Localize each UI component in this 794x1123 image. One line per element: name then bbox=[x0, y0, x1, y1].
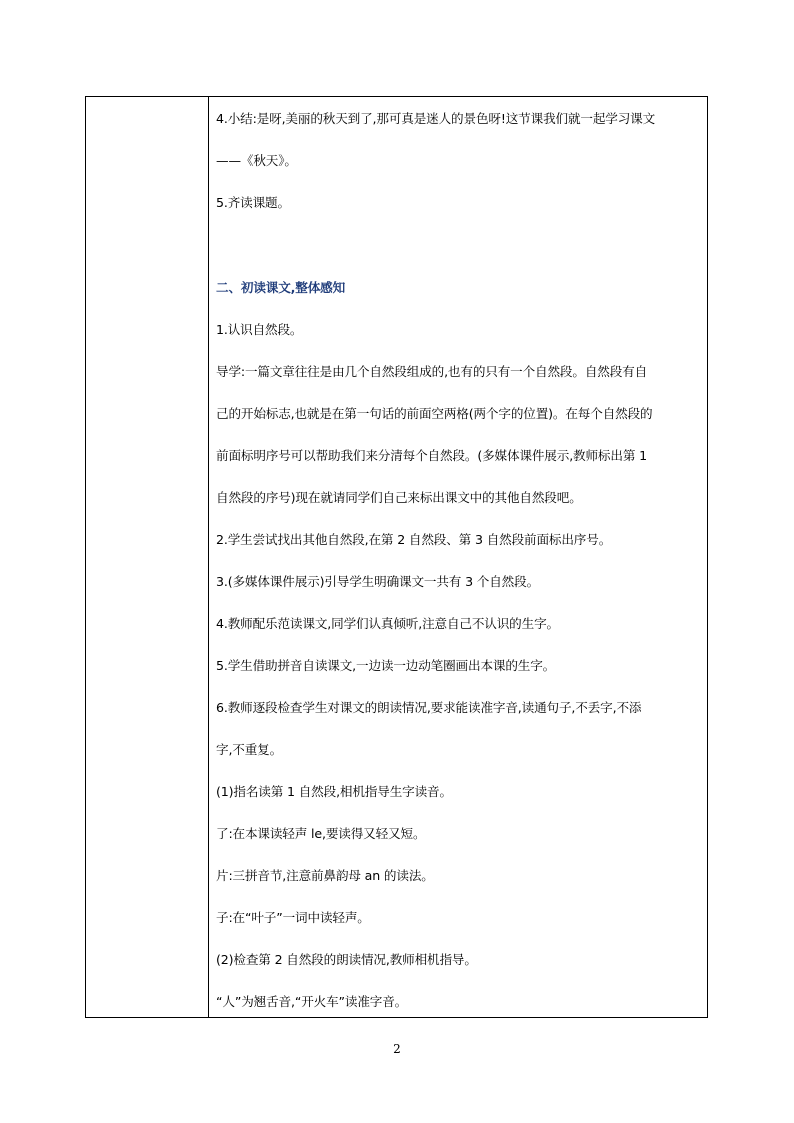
page-number: 2 bbox=[393, 1042, 401, 1056]
paragraph: 3.(多媒体课件展示)引导学生明确课文一共有 3 个自然段。 bbox=[216, 574, 540, 589]
paragraph: 6.教师逐段检查学生对课文的朗读情况,要求能读准字音,读通句子,不丢字,不添 bbox=[216, 700, 642, 715]
paragraph: “人”为翘舌音,“开火车”读准字音。 bbox=[216, 994, 408, 1009]
paragraph: 己的开始标志,也就是在第一句话的前面空两格(两个字的位置)。在每个自然段的 bbox=[216, 406, 653, 421]
paragraph: 自然段的序号)现在就请同学们自己来标出课文中的其他自然段吧。 bbox=[216, 490, 582, 505]
paragraph: 片:三拼音节,注意前鼻韵母 an 的读法。 bbox=[216, 868, 434, 883]
paragraph: 了:在本课读轻声 le,要读得又轻又短。 bbox=[216, 826, 426, 841]
lesson-table bbox=[85, 96, 708, 1018]
paragraph: 4.小结:是呀,美丽的秋天到了,那可真是迷人的景色呀!这节课我们就一起学习课文 bbox=[216, 111, 656, 126]
paragraph: 子:在“叶子”一词中读轻声。 bbox=[216, 910, 370, 925]
paragraph: 5.齐读课题。 bbox=[216, 195, 290, 210]
section-heading: 二、初读课文,整体感知 bbox=[216, 280, 346, 295]
paragraph: 2.学生尝试找出其他自然段,在第 2 自然段、第 3 自然段前面标出序号。 bbox=[216, 532, 612, 547]
paragraph: 前面标明序号可以帮助我们来分清每个自然段。(多媒体课件展示,教师标出第 1 bbox=[216, 448, 647, 463]
paragraph: 1.认识自然段。 bbox=[216, 322, 303, 337]
paragraph: 导学:一篇文章往往是由几个自然段组成的,也有的只有一个自然段。自然段有自 bbox=[216, 364, 648, 379]
paragraph: (2)检查第 2 自然段的朗读情况,教师相机指导。 bbox=[216, 952, 477, 967]
paragraph: 字,不重复。 bbox=[216, 742, 283, 757]
paragraph: 4.教师配乐范读课文,同学们认真倾听,注意自己不认识的生字。 bbox=[216, 616, 559, 631]
paragraph: ——《秋天》。 bbox=[216, 153, 297, 168]
paragraph: 5.学生借助拼音自读课文,一边读一边动笔圈画出本课的生字。 bbox=[216, 658, 556, 673]
content-cell bbox=[216, 97, 701, 1017]
left-column-cell bbox=[86, 97, 209, 1017]
paragraph: (1)指名读第 1 自然段,相机指导生字读音。 bbox=[216, 784, 452, 799]
